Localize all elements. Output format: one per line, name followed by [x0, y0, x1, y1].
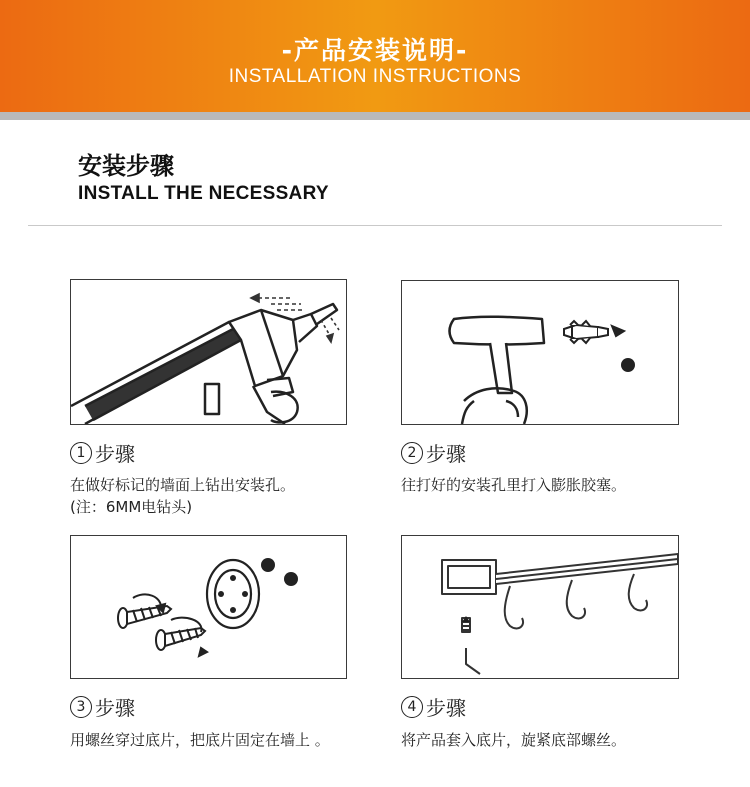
- step-3-desc-line-1: 用螺丝穿过底片，把底片固定在墙上 。: [70, 731, 330, 749]
- towel-rack-icon: [402, 536, 678, 678]
- step-1-illustration: [70, 279, 347, 425]
- section-subtitle: INSTALL THE NECESSARY: [78, 183, 329, 204]
- anchor-plug-icon: [564, 321, 624, 343]
- step-3-illustration: [70, 535, 347, 679]
- drill-icon: [71, 280, 346, 424]
- step-4-illustration: [401, 535, 679, 679]
- section-divider: [28, 225, 722, 226]
- header-subtitle: INSTALLATION INSTRUCTIONS: [228, 66, 522, 87]
- step-1-desc-line-2: (注：6MM电钻头): [70, 498, 193, 516]
- wall-hole-icon: [621, 358, 635, 372]
- screw-icon: [71, 536, 346, 678]
- step-2-label: [401, 438, 466, 467]
- hammer-icon: [402, 281, 678, 424]
- step-2-desc-line-1: 往打好的安装孔里打入膨胀胶塞。: [401, 476, 627, 494]
- step-4-number: 4: [401, 696, 423, 718]
- header-title: -产品安装说明-: [281, 36, 469, 65]
- step-2-title: 步骤: [426, 442, 466, 466]
- step-2-number: 2: [401, 442, 423, 464]
- section-title: 安装步骤: [78, 152, 174, 180]
- step-1-desc-line-1: 在做好标记的墙面上钻出安装孔。: [70, 476, 296, 494]
- step-1-number: 1: [70, 442, 92, 464]
- step-1-title: 步骤: [95, 442, 135, 466]
- step-4-label: [401, 692, 466, 721]
- step-3-label: [70, 692, 135, 721]
- step-3-title: 步骤: [95, 696, 135, 720]
- header-divider-strip: [0, 112, 750, 120]
- step-4-desc-line-1: 将产品套入底片，旋紧底部螺丝。: [401, 731, 627, 749]
- step-3-number: 3: [70, 696, 92, 718]
- step-4-title: 步骤: [426, 696, 466, 720]
- step-2-illustration: [401, 280, 679, 425]
- step-1-label: [70, 438, 135, 467]
